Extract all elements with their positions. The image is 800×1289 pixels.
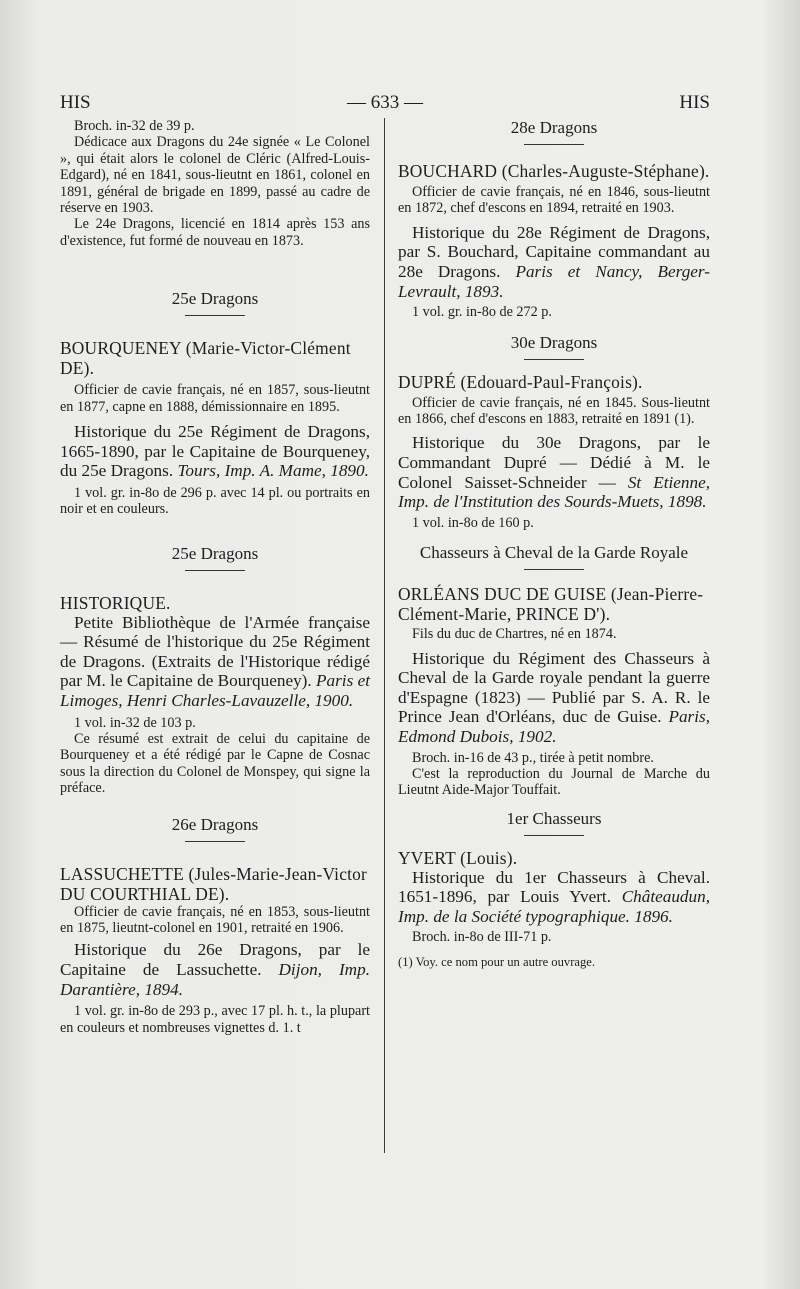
section-heading: 25e Dragons: [171, 543, 259, 563]
author-name: DUPRÉ (Edouard-Paul-François).: [398, 371, 643, 392]
book-publisher: Paris et Limoges, Henri Charles-Lavauzelle, 1900.: [60, 671, 370, 711]
book-title-text: Historique du 26e Dragons, par le Capitaine de Lassuchette.: [60, 940, 370, 980]
left-column: [60, 118, 370, 1036]
entry-26-dragons: [60, 815, 370, 1036]
entry-chasseurs-garde: [398, 543, 710, 799]
book-title: [60, 422, 370, 481]
section-heading: 26e Dragons: [171, 814, 259, 834]
book-description: Broch. in-16 de 43 p., tirée à petit nombre.: [412, 749, 654, 766]
author-bio: Fils du duc de Chartres, né en 1874.: [412, 626, 617, 643]
book-description: 1 vol. in-8o de 160 p.: [412, 514, 534, 531]
entry-25-dragons-b: [60, 544, 370, 797]
book-description: 1 vol. gr. in-8o de 272 p.: [412, 304, 552, 321]
book-title-text: Petite Bibliothèque de l'Armée française — Résumé de l'historique du 25e Régiment de Dragons. (Extraits de l'Historique rédigé par M. le Capitaine de Bourqueney).: [60, 612, 370, 691]
book-title: [398, 433, 710, 511]
entry-30-dragons: [398, 333, 710, 532]
running-header: [60, 92, 710, 116]
book-publisher: Dijon, Imp. Darantière, 1894.: [60, 960, 370, 999]
right-column: [398, 118, 710, 970]
book-title-text: Historique du 1er Chasseurs à Cheval. 1651-1896, par Louis Yvert.: [398, 867, 710, 907]
footnote: (1) Voy. ce nom pour un autre ouvrage.: [398, 954, 596, 969]
section-heading: 28e Dragons: [510, 118, 598, 137]
book-title: [398, 868, 710, 927]
author-name: YVERT (Louis).: [398, 847, 518, 868]
author-bio: Officier de cavie français, né en 1853, sous-lieutnt en 1875, lieutnt-colonel en 1901, retraité en 1906.: [60, 903, 370, 937]
entry-28-dragons: [398, 118, 710, 321]
section-heading: 30e Dragons: [510, 332, 598, 352]
book-publisher: Paris et Nancy, Berger-Levrault, 1893.: [398, 262, 711, 301]
author-name: ORLÉANS DUC DE GUISE (Jean-Pierre-Clément-Marie, PRINCE D').: [398, 584, 704, 625]
author-name: BOUCHARD (Charles-Auguste-Stéphane).: [398, 161, 710, 181]
book-description: 1 vol. gr. in-8o de 296 p. avec 14 pl. ou portraits en noir et en couleurs.: [60, 484, 370, 518]
continued-desc: Broch. in-32 de 39 p.: [74, 118, 195, 134]
author-bio: Officier de cavie français, né en 1846, sous-lieutnt en 1872, chef d'escons en 1894, retraité en 1903.: [398, 184, 710, 217]
page-number: — 633 —: [347, 92, 423, 113]
book-description: 1 vol. gr. in-8o de 293 p., avec 17 pl. h. t., la plupart en couleurs et nombreuses vignettes d. 1. t: [60, 1003, 370, 1036]
author-name: HISTORIQUE.: [60, 592, 171, 613]
book-title: [60, 613, 370, 711]
author-name: BOURQUENEY (Marie-Victor-Clément DE).: [60, 338, 351, 379]
book-title-text: Historique du 25e Régiment de Dragons, 1665-1890, par le Capitaine de Bourqueney, du 25e Dragons.: [60, 422, 370, 481]
author-bio: Officier de cavie français, né en 1845. Sous-lieutnt en 1866, chef d'escons en 1883, retraité en 1891 (1).: [398, 394, 710, 427]
book-publisher: Tours, Imp. A. Mame, 1890.: [177, 461, 369, 481]
book-publisher: St Etienne, Imp. de l'Institution des Sourds-Muets, 1898.: [398, 472, 710, 512]
author-bio: Officier de cavie français, né en 1857, sous-lieutnt en 1877, capne en 1888, démissionnaire en 1895.: [60, 382, 370, 415]
author-name: LASSUCHETTE (Jules-Marie-Jean-Victor DU COURTHIAL DE).: [60, 863, 368, 904]
book-title-text: Historique du 30e Dragons, par le Commandant Dupré — Dédié à M. le Colonel Saisset-Schneider —: [398, 433, 710, 492]
book-title-text: Historique du Régiment des Chasseurs à Cheval de la Garde royale pendant la guerre d'Espagne (1823) — Publié par S. A. R. le Prince Jean d'Orléans, duc de Guise.: [398, 648, 710, 727]
book-title: [60, 940, 370, 999]
book-title-text: Historique du 28e Régiment de Dragons, par S. Bouchard, Capitaine commandant au 28e Dragons.: [398, 222, 710, 281]
book-note: C'est la reproduction du Journal de Marche du Lieutnt Aide-Major Touffait.: [398, 765, 710, 799]
entry-25-dragons-a: [60, 289, 370, 517]
book-note: Ce résumé est extrait de celui du capitaine de Bourqueney et a été rédigé par le Capne de Cosnac sous la direction du Colonel de Monspey, qui signe la préface.: [60, 731, 370, 797]
section-heading: 25e Dragons: [171, 289, 259, 309]
book-title: [398, 649, 710, 747]
header-left: HIS: [60, 92, 91, 113]
continued-note: Dédicace aux Dragons du 24e signée « Le Colonel », qui était alors le colonel de Cléric (Alfred-Louis-Edgard), né en 1841, sous-lieutnt en 1861, colonel en 1891, général de brigade en 1899, passé au cadre de réserve en 1903.: [60, 134, 370, 217]
book-title: [398, 223, 710, 301]
section-heading: 1er Chasseurs: [506, 808, 602, 828]
header-right: HIS: [679, 92, 710, 113]
book-publisher: Paris, Edmond Dubois, 1902.: [398, 707, 710, 746]
book-publisher: Châteaudun, Imp. de la Société typographique. 1896.: [398, 887, 711, 926]
column-divider: [384, 118, 385, 1153]
continued-note-2: Le 24e Dragons, licencié en 1814 après 153 ans d'existence, fut formé de nouveau en 1873.: [60, 216, 370, 249]
book-description: 1 vol. in-32 de 103 p.: [74, 714, 196, 731]
entry-1-chasseurs: [398, 809, 710, 970]
book-description: Broch. in-8o de III-71 p.: [412, 928, 552, 945]
section-heading: Chasseurs à Cheval de la Garde Royale: [419, 543, 689, 563]
